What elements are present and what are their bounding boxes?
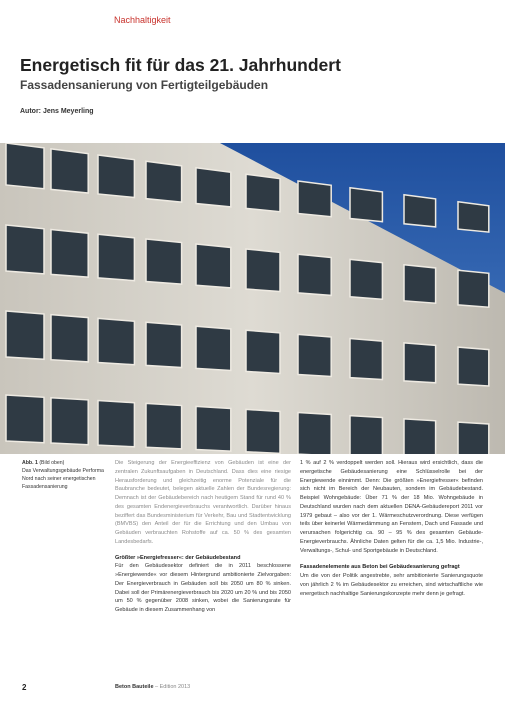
- subheading-fassadenelemente: Fassadenelemente aus Beton bei Gebäudesanierung gefragt: [300, 564, 460, 571]
- figure-caption: [22, 459, 104, 491]
- window: [298, 413, 331, 454]
- author-line: Autor: Jens Meyerling: [20, 108, 94, 115]
- window: [196, 244, 231, 288]
- text-column-2: [300, 459, 483, 598]
- window: [350, 339, 382, 380]
- window: [246, 249, 280, 292]
- caption-label-note: (Bild oben): [39, 460, 65, 466]
- edition-label: – Edition 2013: [153, 684, 191, 690]
- window: [404, 343, 436, 383]
- window: [458, 347, 489, 386]
- window: [298, 181, 331, 217]
- body-paragraph-2: 1 % auf 2 % verdoppelt werden soll. Hieraus wird ersichtlich, dass die energetische Gebäudesanierung eine Schlüsselrolle bei der Energiewende einnimmt. Denn: Die größten »Energiefresser« befinden sich nicht im Bereich der Neubauten, sondern im Gebäudebestand. Beispiel Wohngebäude: Über 71 % der 18 Mio. Wohngebäude in Deutschland wurden nach dem aktuellen DENA-Gebäudereport 2011 vor 1979 gebaut – also vor der 1. Wärmeschutzverordnung. Diese verfügen teils über keinerlei Wärmedämmung an Fenstern, Dach und Fassade und verursachen folgerichtig ca. 90 – 95 % des gesamten Gebäude-Energieverbrauchs. Ähnliche Daten gelten für die ca. 1,5 Mio. Industrie-, Verwaltungs-, Schul- und Sportgebäude in Deutschland.: [300, 460, 483, 554]
- window: [98, 234, 134, 280]
- caption-text: Das Verwaltungsgebäude Performa Nord nach seiner energetischen Fassadensanierung: [22, 468, 104, 491]
- window: [196, 406, 231, 451]
- window: [350, 259, 382, 299]
- window: [196, 168, 231, 207]
- section-label: Nachhaltigkeit: [114, 15, 171, 25]
- window: [146, 322, 182, 367]
- window: [98, 155, 134, 198]
- window: [458, 270, 489, 307]
- subheading-energiefresser: Größter »Energiefresser«: der Gebäudebestand: [115, 554, 241, 561]
- body-paragraph-1: Für den Gebäudesektor definiert die in 2011 beschlossene »Energiewende« vor diesem Hintergrund ambitionierte Zielvorgaben: Der Energieverbrauch in Gebäuden soll bis 2050 um 80 % sinken. Dabei soll der Primärenergieverbrauch bis 2020 um 20 % und bis 2050 um 50 % gegenüber 2008 sinken, wobei die Sanierungsrate für Gebäude in diesem Zusammenhang von: [115, 563, 291, 613]
- window: [51, 230, 88, 278]
- intro-paragraph: Die Steigerung der Energieeffizienz von Gebäuden ist eine der zentralen Zukunftsaufgaben in Deutschland. Dass dies eine riesige Herausforderung und gleichzeitig enorme Potenziale für die Baubranche bedeutet, belegen aktuelle Zahlen der Bundesregierung: Demnach ist der Gebäudebereich nach heutigem Stand für rund 40 % des gesamten Endenergieverbrauchs verantwortlich. Darüber hinaus beziffert das Bundesministerium für Verkehr, Bau und Stadtentwicklung (BMVBS) den Anteil der für die Errichtung und den Umbau von Gebäuden verbrauchten Rohstoffe auf ca. 50 % des gesamten Landesbedarfs.: [115, 460, 291, 545]
- window: [51, 315, 88, 362]
- window: [146, 403, 182, 449]
- footer-publication: [115, 684, 190, 690]
- text-column-1: [115, 459, 291, 615]
- building-photo: [0, 143, 505, 454]
- window: [404, 265, 436, 303]
- window: [6, 143, 44, 189]
- window: [298, 254, 331, 295]
- window: [350, 188, 382, 222]
- body-paragraph-3: Um die von der Politik angestrebte, sehr ambitionierte Sanierungsquote von jährlich 2 % im Gebäudesektor zu erreichen, sind wirtschaftliche wie energetisch nachhaltige Sanierungskonzepte mehr denn je gefragt.: [300, 573, 483, 597]
- article-subtitle: Fassadensanierung von Fertigteilgebäuden: [20, 78, 269, 92]
- window: [246, 409, 280, 453]
- window: [6, 225, 44, 274]
- magazine-name: Beton Bauteile: [115, 684, 154, 690]
- window: [98, 318, 134, 364]
- window: [404, 195, 436, 227]
- window: [246, 174, 280, 212]
- page-number: 2: [22, 683, 27, 692]
- window: [98, 401, 134, 447]
- window: [458, 422, 489, 454]
- window: [6, 311, 44, 359]
- window: [146, 239, 182, 284]
- article-title: Energetisch fit für das 21. Jahrhundert: [20, 55, 341, 75]
- window: [458, 202, 489, 232]
- window: [6, 395, 44, 443]
- window: [246, 330, 280, 373]
- window: [350, 416, 382, 454]
- window: [404, 419, 436, 454]
- window: [146, 161, 182, 202]
- window: [51, 398, 88, 445]
- window: [298, 334, 331, 376]
- window: [51, 149, 88, 193]
- caption-label: Abb. 1: [22, 460, 38, 466]
- window: [196, 326, 231, 370]
